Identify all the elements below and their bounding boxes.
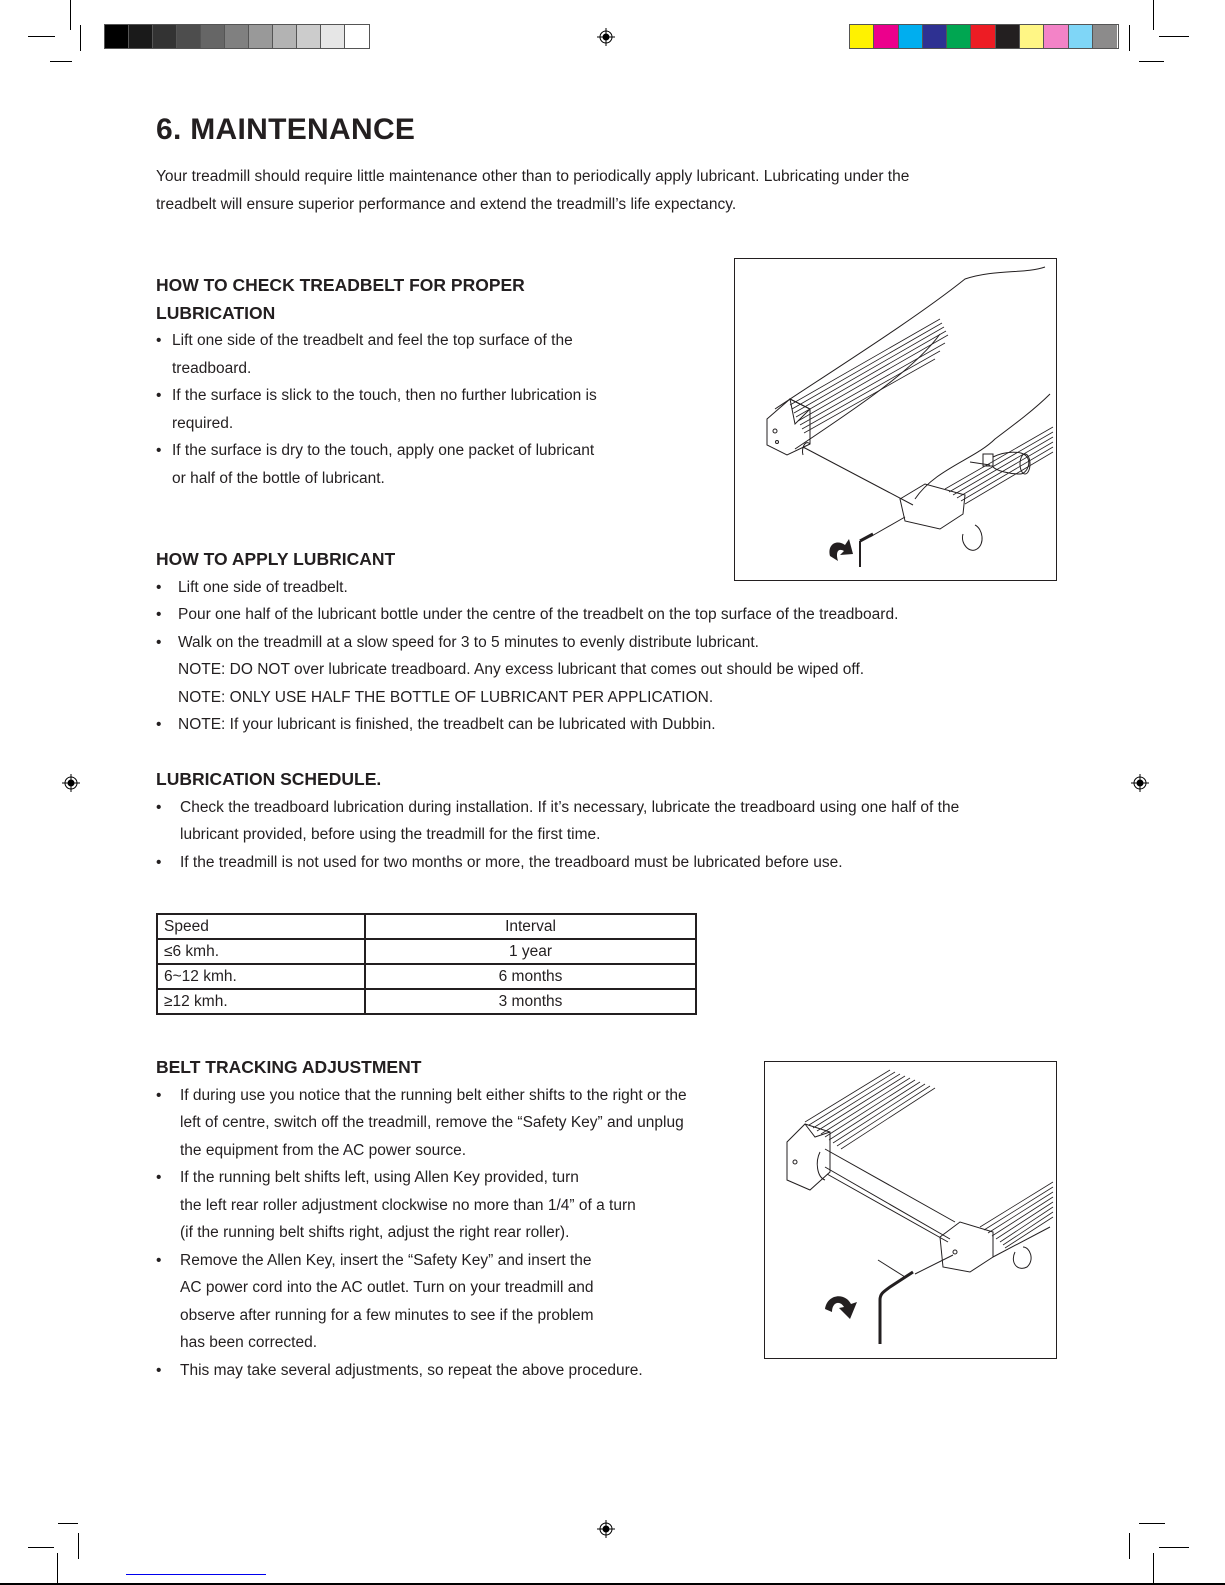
item-line: observe after running for a few minutes to see if the problem — [180, 1306, 594, 1324]
registration-mark-icon — [597, 1520, 615, 1538]
table-row — [157, 939, 696, 964]
color-swatch — [153, 25, 177, 48]
grayscale-color-bar — [104, 24, 370, 49]
color-swatch — [225, 25, 249, 48]
page-title: 6. MAINTENANCE — [156, 113, 416, 146]
item-line: • If the treadmill is not used for two months or more, the treadboard must be lubricated before use. — [180, 853, 843, 871]
belt-tracking-section — [156, 1054, 756, 1384]
item-line: treadboard. — [172, 359, 252, 377]
intro-line: Your treadmill should require little maintenance other than to periodically apply lubricant. Lubricating under the — [156, 168, 910, 185]
apply-steps-list-continued — [156, 711, 1056, 739]
link-underline[interactable] — [126, 1574, 266, 1575]
color-swatch — [850, 25, 874, 48]
apply-steps-list — [156, 574, 1056, 657]
table-row — [157, 964, 696, 989]
note-text: NOTE: ONLY USE HALF THE BOTTLE OF LUBRICANT PER APPLICATION. — [178, 688, 714, 706]
section-heading: HOW TO APPLY LUBRICANT — [156, 549, 396, 569]
table-row — [157, 989, 696, 1014]
item-line: • Lift one side of the treadbelt and feel the top surface of the — [172, 332, 573, 349]
lubrication-schedule-table — [156, 913, 697, 1015]
list-item — [156, 327, 696, 382]
treadmill-lubrication-figure — [734, 258, 1057, 581]
list-item — [156, 1357, 756, 1385]
color-swatch — [1044, 25, 1068, 48]
item-line: the left rear roller adjustment clockwise no more than 1/4” of a turn — [180, 1196, 636, 1214]
schedule-list — [156, 794, 1056, 877]
tracking-steps-list — [156, 1082, 756, 1385]
list-item: • Pour one half of the lubricant bottle under the centre of the treadbelt on the top surface of the treadboard. — [156, 601, 1056, 629]
table-header-row — [157, 914, 696, 939]
list-item — [156, 382, 696, 437]
belt-tracking-figure — [764, 1061, 1057, 1359]
section-heading: LUBRICATION — [156, 302, 276, 323]
color-swatch — [129, 25, 153, 48]
color-swatch — [996, 25, 1020, 48]
color-swatch — [321, 25, 345, 48]
table-cell: 1 year — [365, 939, 696, 964]
rotate-arrow-icon — [825, 1296, 857, 1319]
item-line: • Check the treadboard lubrication during installation. If it’s necessary, lubricate the treadboard using one half of the — [180, 798, 960, 816]
list-item — [156, 1164, 756, 1247]
color-swatch — [201, 25, 225, 48]
color-swatch — [899, 25, 923, 48]
item-line: or half of the bottle of lubricant. — [172, 469, 385, 487]
item-line: • This may take several adjustments, so repeat the above procedure. — [180, 1361, 643, 1379]
color-swatch — [177, 25, 201, 48]
table-header: Interval — [365, 914, 696, 939]
color-swatch — [874, 25, 898, 48]
item-line: (if the running belt shifts right, adjust the right rear roller). — [180, 1224, 570, 1241]
color-swatch — [273, 25, 297, 48]
table-cell: ≥12 kmh. — [157, 989, 365, 1014]
list-item — [156, 437, 696, 492]
item-line: lubricant provided, before using the treadmill for the first time. — [180, 826, 601, 843]
item-line: AC power cord into the AC outlet. Turn on your treadmill and — [180, 1279, 594, 1296]
check-steps-list — [156, 327, 696, 492]
section-heading: HOW TO CHECK TREADBELT FOR PROPER — [156, 275, 525, 295]
color-swatch — [947, 25, 971, 48]
table-cell: 6 months — [365, 964, 696, 989]
lubrication-schedule-section — [156, 766, 1056, 876]
intro-paragraph — [156, 163, 1036, 218]
check-lubrication-section — [156, 272, 696, 492]
color-swatch — [923, 25, 947, 48]
list-item — [156, 794, 1056, 849]
table-cell: 3 months — [365, 989, 696, 1014]
color-swatch — [971, 25, 995, 48]
list-item — [156, 1247, 756, 1357]
list-item: • Lift one side of treadbelt. — [156, 574, 1056, 602]
color-swatch — [297, 25, 321, 48]
color-swatch — [345, 25, 369, 48]
registration-mark-icon — [1131, 774, 1149, 792]
list-item — [156, 1082, 756, 1165]
color-swatch — [1020, 25, 1044, 48]
item-line: has been corrected. — [180, 1334, 318, 1351]
note-text: NOTE: DO NOT over lubricate treadboard. Any excess lubricant that comes out should be wiped off. — [178, 661, 865, 678]
belt-tracking-illustration — [765, 1062, 1055, 1357]
color-swatch — [1069, 25, 1093, 48]
color-swatch — [105, 25, 129, 48]
item-line: • If during use you notice that the running belt either shifts to the right or the — [180, 1086, 687, 1104]
item-line: required. — [172, 414, 234, 432]
color-swatch — [1093, 25, 1117, 48]
table-cell: 6~12 kmh. — [157, 964, 365, 989]
table-cell: ≤6 kmh. — [157, 939, 365, 964]
color-swatch — [249, 25, 273, 48]
list-item — [156, 849, 1056, 877]
intro-line: treadbelt will ensure superior performance and extend the treadmill’s life expectancy. — [156, 195, 737, 213]
apply-lubricant-section — [156, 546, 1056, 739]
section-heading: BELT TRACKING ADJUSTMENT — [156, 1057, 422, 1077]
item-line: • Remove the Allen Key, insert the “Safety Key” and insert the — [180, 1251, 592, 1269]
treadmill-illustration — [735, 259, 1055, 579]
section-heading: LUBRICATION SCHEDULE. — [156, 769, 382, 789]
process-color-bar — [849, 24, 1119, 49]
list-item: • Walk on the treadmill at a slow speed for 3 to 5 minutes to evenly distribute lubricant. — [156, 629, 1056, 657]
list-item: • NOTE: If your lubricant is finished, the treadbelt can be lubricated with Dubbin. — [156, 711, 1056, 739]
table-header: Speed — [157, 914, 365, 939]
item-line: • If the surface is dry to the touch, apply one packet of lubricant — [172, 442, 595, 459]
item-line: left of centre, switch off the treadmill, remove the “Safety Key” and unplug — [180, 1114, 684, 1131]
item-line: • If the running belt shifts left, using Allen Key provided, turn — [180, 1169, 579, 1186]
registration-mark-icon — [62, 774, 80, 792]
registration-mark-icon — [597, 28, 615, 46]
item-line: the equipment from the AC power source. — [180, 1141, 467, 1159]
item-line: • If the surface is slick to the touch, then no further lubrication is — [172, 387, 597, 404]
